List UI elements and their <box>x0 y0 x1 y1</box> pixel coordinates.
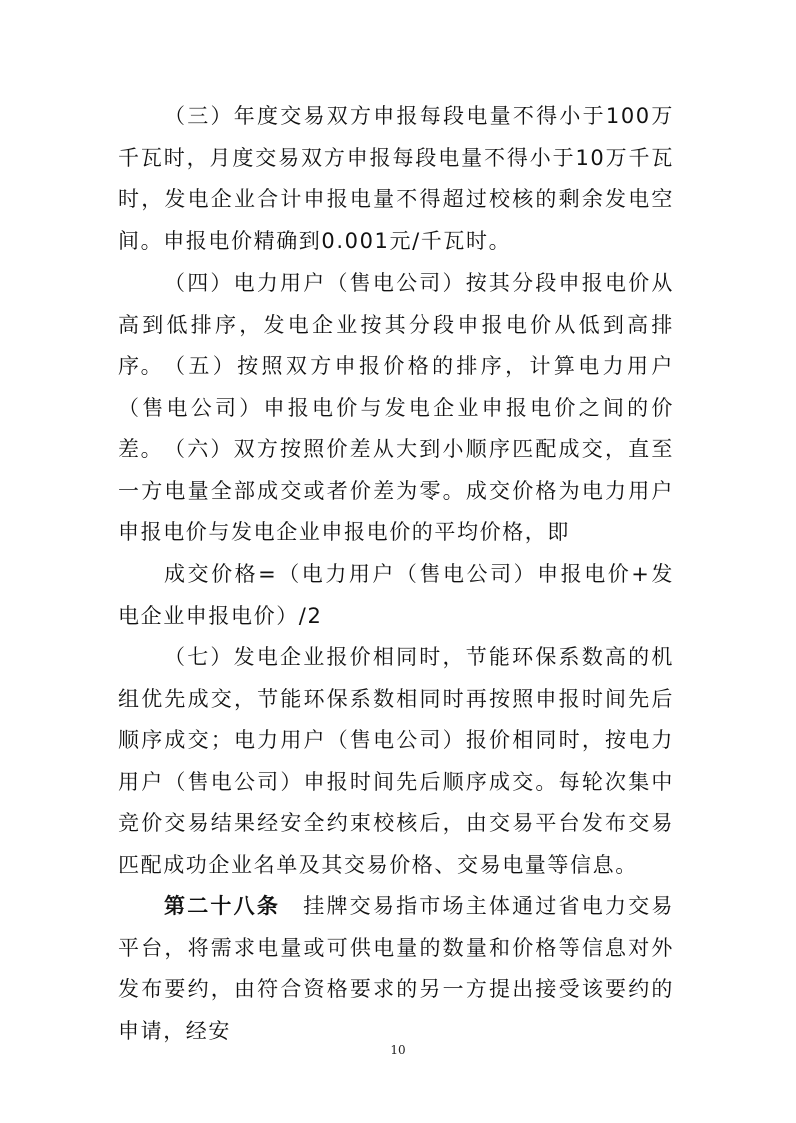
article-28-spacer <box>280 894 303 918</box>
article-28-text: 挂牌交易指市场主体通过省电力交易平台，将需求电量或可供电量的数量和价格等信息对外发布要约，由符合资格要求的另一方提出接受该要约的申请，经安 <box>118 894 674 1043</box>
article-28-paragraph <box>118 886 674 1052</box>
article-28-number: 第二十八条 <box>164 894 281 918</box>
clause-3-paragraph: （三）年度交易双方申报每段电量不得小于100万千瓦时，月度交易双方申报每段电量不得小于10万千瓦时，发电企业合计申报电量不得超过校核的剩余发电空间。申报电价精确到0.001元/千瓦时。 <box>118 104 674 253</box>
clause-7-paragraph: （七）发电企业报价相同时，节能环保系数高的机组优先成交，节能环保系数相同时再按照申报时间先后顺序成交；电力用户（售电公司）报价相同时，按电力用户（售电公司）申报时间先后顺序成交。每轮次集中竞价交易结果经安全约束校核后，由交易平台发布交易匹配成功企业名单及其交易价格、交易电量等信息。 <box>118 645 674 877</box>
clause-4-paragraph: （四）电力用户（售电公司）按其分段申报电价从高到低排序，发电企业按其分段申报电价从低到高排序。 <box>118 271 674 378</box>
page-number: 10 <box>390 1043 406 1057</box>
clause-6-paragraph: （六）双方按照价差从大到小顺序匹配成交，直至一方电量全部成交或者价差为零。成交价格为电力用户申报电价与发电企业申报电价的平均价格，即 <box>118 437 674 544</box>
clause-5-paragraph: （五）按照双方申报价格的排序，计算电力用户（售电公司）申报电价与发电企业申报电价之间的价差。 <box>118 354 674 461</box>
price-formula-paragraph: 成交价格=（电力用户（售电公司）申报电价+发电企业申报电价）/2 <box>118 562 674 628</box>
